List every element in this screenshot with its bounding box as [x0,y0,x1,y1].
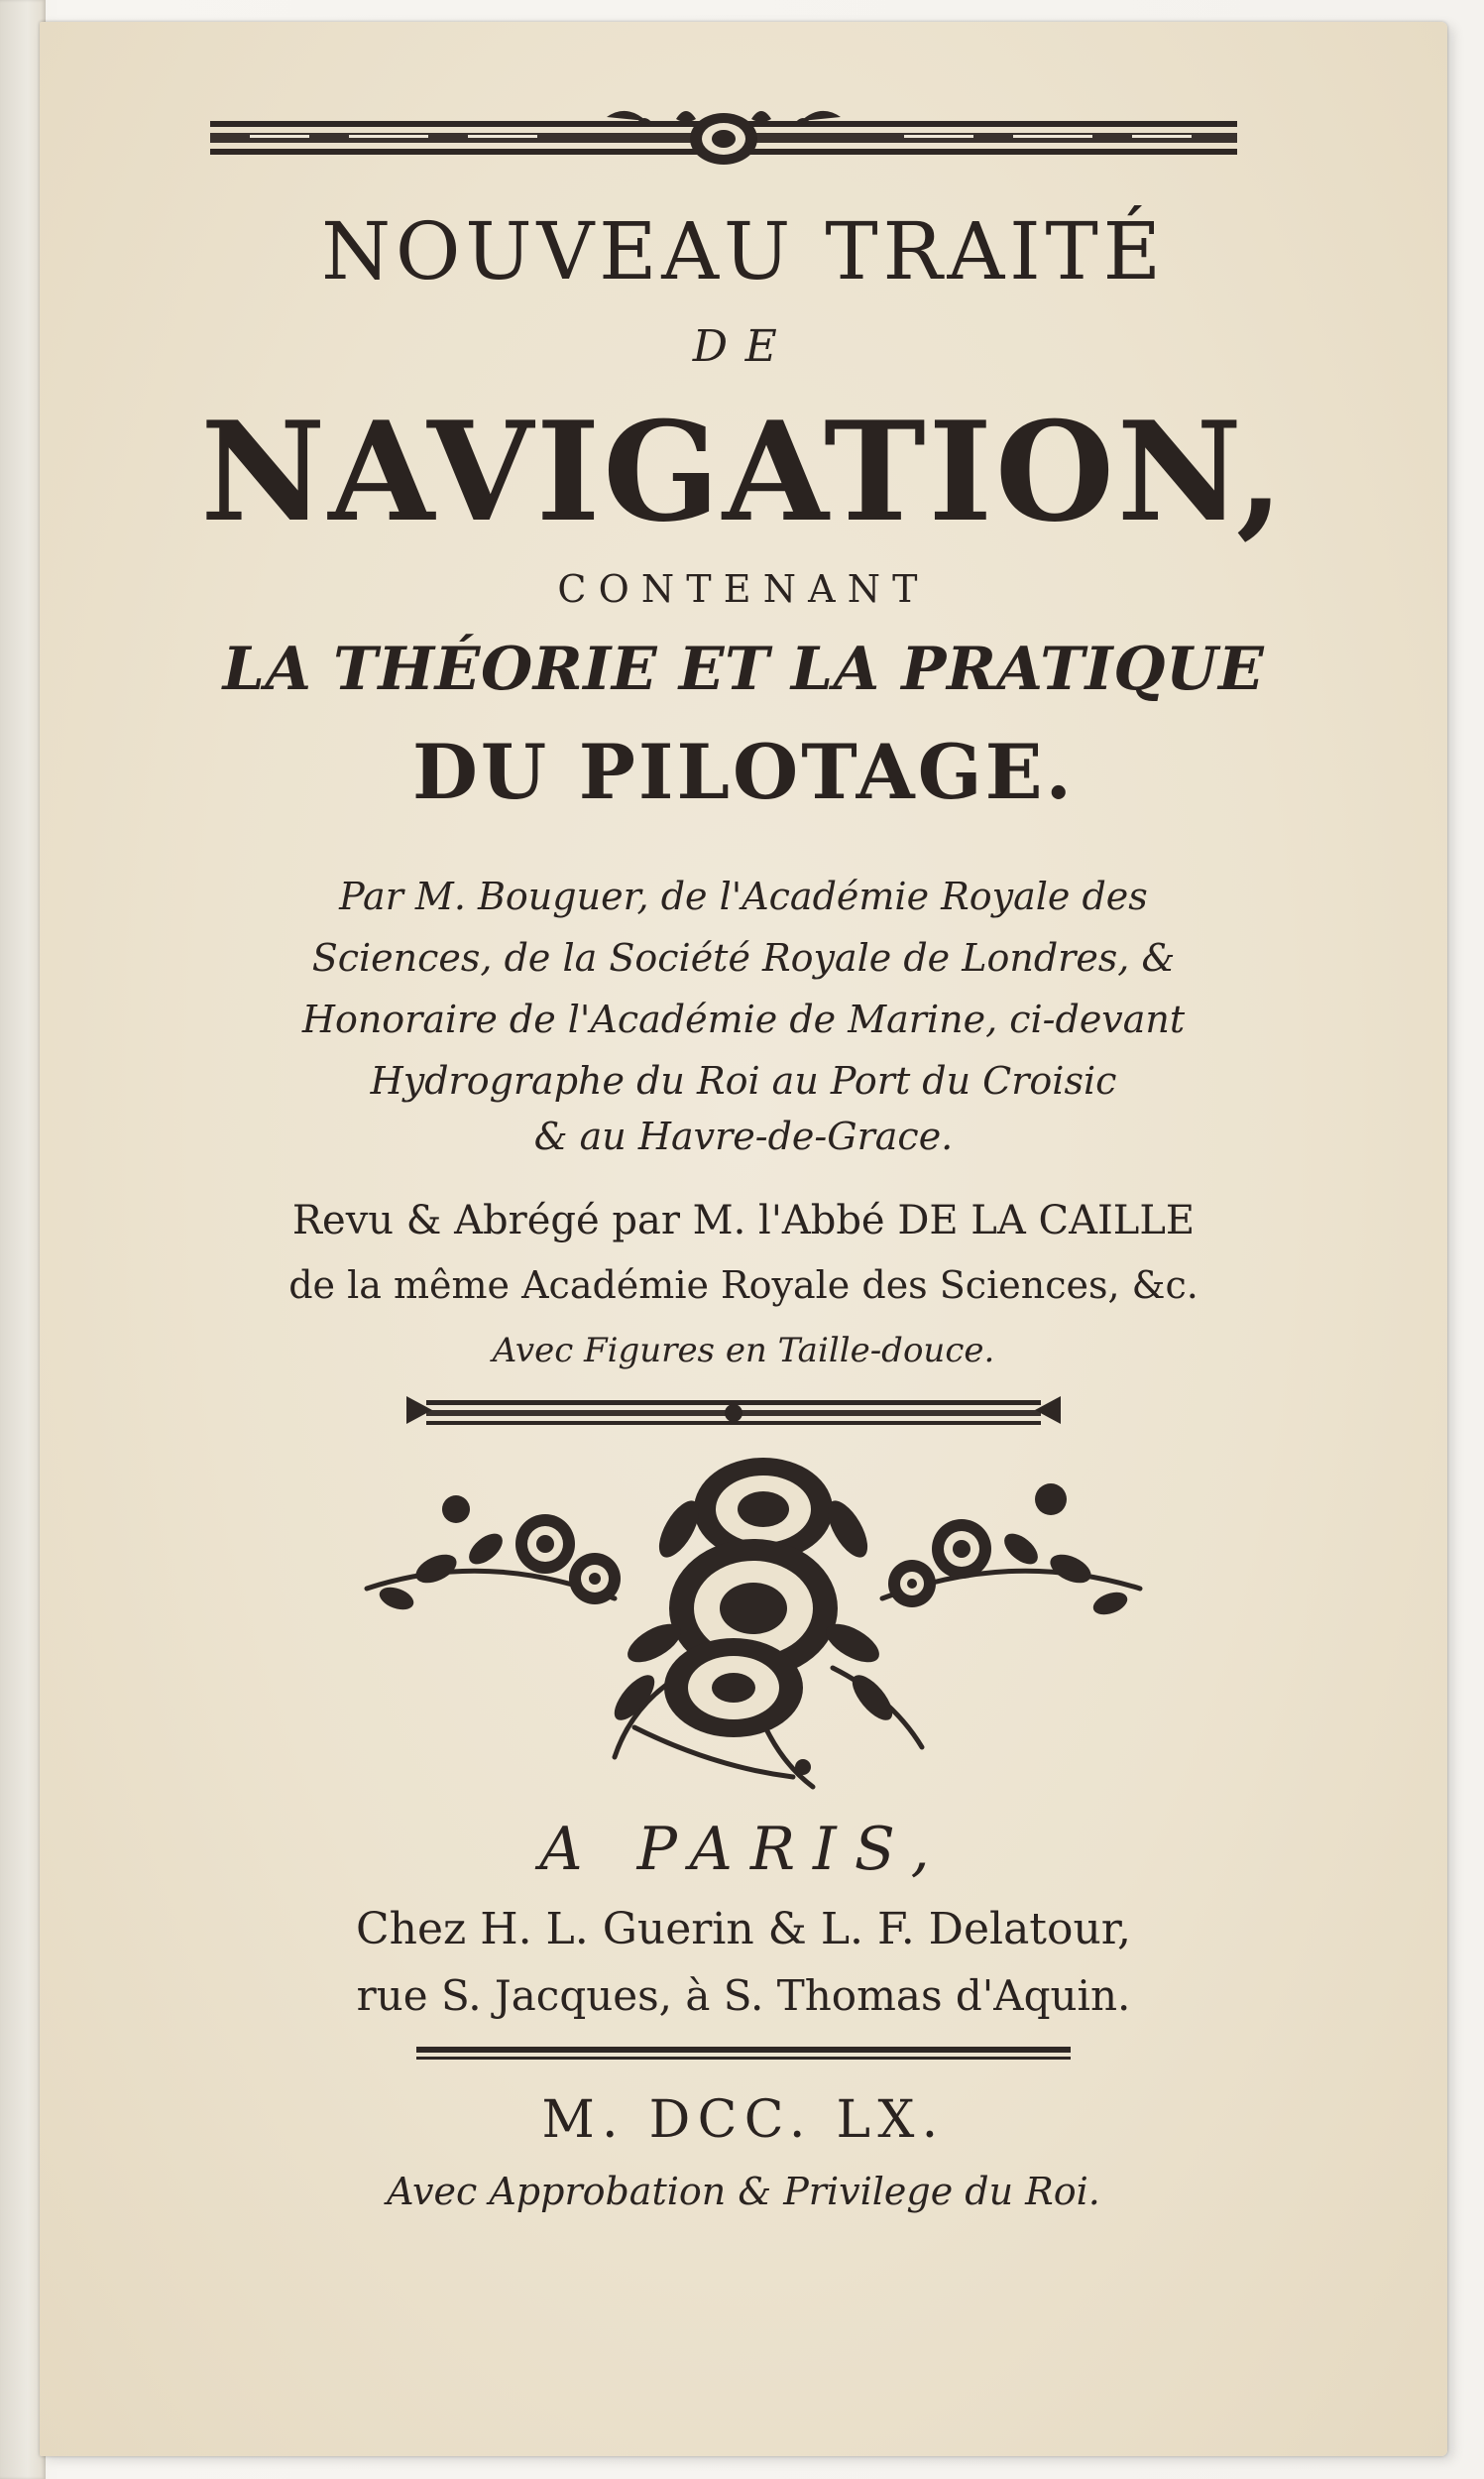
ornamental-rule [406,1388,1061,1432]
author-line-5: & au Havre-de-Grace. [533,1115,954,1158]
floral-vignette [337,1440,1170,1797]
imprint-publishers: Chez H. L. Guerin & L. F. Delatour, [355,1904,1131,1954]
title-main: NAVIGATION, [200,391,1287,552]
figures-note: Avec Figures en Taille-douce. [492,1331,995,1370]
imprint-city: A PARIS, [539,1815,948,1884]
editor-line-2: de la même Académie Royale des Sciences, &c. [288,1263,1199,1307]
title-line-1: NOUVEAU TRAITÉ [321,205,1166,297]
title-page-content [40,22,1447,2456]
imprint-address: rue S. Jacques, à S. Thomas d'Aquin. [356,1971,1131,2020]
imprint-year: M. DCC. LX. [541,2090,946,2150]
head-ornament-band [210,99,1237,178]
contenant-line: CONTENANT [557,567,930,611]
editor-line-1: Revu & Abrégé par M. l'Abbé DE LA CAILLE [291,1198,1196,1243]
approbation-line: Avec Approbation & Privilege du Roi. [387,2170,1100,2213]
subtitle-italic: LA THÉORIE ET LA PRATIQUE [222,635,1265,704]
title-de: DE [692,321,795,372]
author-line-2: Sciences, de la Société Royale de Londres, & [311,936,1176,980]
imprint-rule [416,2045,1071,2065]
author-line-1: Par M. Bouguer, de l'Académie Royale des [339,875,1148,918]
subtitle-caps: DU PILOTAGE. [411,728,1076,816]
author-line-3: Honoraire de l'Académie de Marine, ci-devant [301,998,1186,1041]
author-line-4: Hydrographe du Roi au Port du Croisic [370,1059,1117,1103]
